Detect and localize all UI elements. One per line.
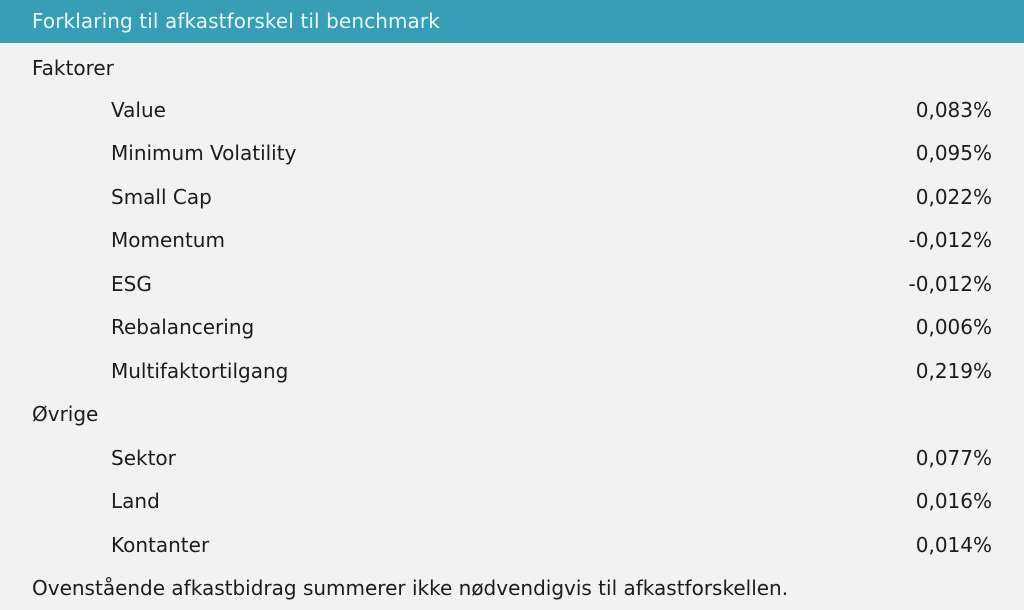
row-value: 0,006% [915, 315, 992, 339]
section-label: Øvrige [32, 402, 99, 426]
row-value: -0,012% [908, 272, 992, 296]
table-row [0, 306, 1024, 349]
row-label: Small Cap [111, 185, 212, 209]
row-value: 0,022% [915, 185, 992, 209]
section-row-faktorer [0, 47, 1024, 90]
footnote: Ovenstående afkastbidrag summerer ikke nødvendigvis til afkastforskellen. [32, 576, 789, 600]
row-label: Momentum [111, 228, 225, 252]
table-row [0, 263, 1024, 306]
row-value: 0,219% [915, 359, 992, 383]
table-row [0, 437, 1024, 480]
row-label: Rebalancering [111, 315, 255, 339]
row-label: Sektor [111, 446, 176, 470]
row-label: Minimum Volatility [111, 141, 297, 165]
table-row [0, 176, 1024, 219]
row-value: 0,077% [915, 446, 992, 470]
row-value: 0,083% [915, 98, 992, 122]
row-label: Multifaktortilgang [111, 359, 289, 383]
section-label: Faktorer [32, 56, 114, 80]
row-label: ESG [111, 272, 152, 296]
table-row [0, 350, 1024, 393]
table-row [0, 219, 1024, 262]
row-label: Land [111, 489, 160, 513]
row-value: 0,014% [915, 533, 992, 557]
row-value: 0,095% [915, 141, 992, 165]
section-row-ovrige [0, 393, 1024, 436]
row-value: -0,012% [908, 228, 992, 252]
row-label: Value [111, 98, 166, 122]
row-label: Kontanter [111, 533, 210, 557]
table-row [0, 524, 1024, 567]
table-row [0, 480, 1024, 523]
table-row [0, 89, 1024, 132]
row-value: 0,016% [915, 489, 992, 513]
table-row [0, 132, 1024, 175]
table-title: Forklaring til afkastforskel til benchmark [0, 0, 1024, 43]
